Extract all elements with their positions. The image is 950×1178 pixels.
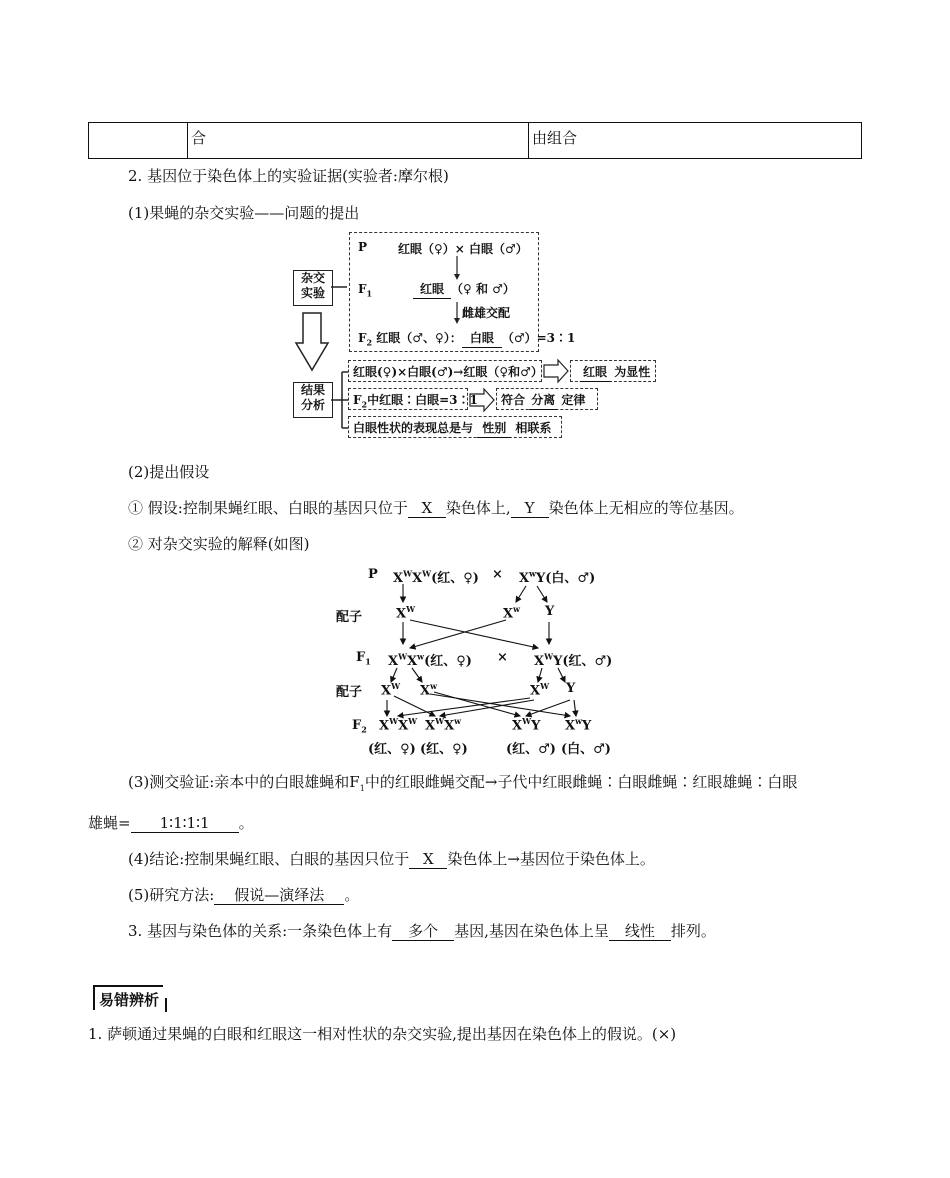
F2-genotype-3: $X^WY$: [512, 716, 541, 734]
parent-female: $X^WX^W$(红、♀): [393, 568, 479, 586]
F2-phenotype-3: (红、♂): [506, 742, 556, 757]
F1-female: $X^WX^w$(红、♀): [388, 651, 472, 669]
method-line: (5)研究方法: 假说—演绎法 。: [128, 886, 360, 904]
right-arrow-icon: [544, 360, 568, 382]
F2-phenotype-4: (白、♂): [561, 742, 611, 757]
table-cell: 合: [188, 123, 529, 159]
label-P: P: [368, 567, 378, 582]
parent-cross-text: 红眼（♀）× 白眼（♂）: [398, 242, 528, 256]
section3-line: 3. 基因与染色体的关系:一条染色体上有 多个 基因,基因在染色体上呈 线性 排列。: [128, 922, 716, 940]
gamete-XW: $X^W$: [381, 681, 401, 699]
box-cross-experiment: 杂交 实验: [293, 270, 333, 306]
cross-symbol: ×: [492, 567, 503, 582]
explanation-line: ② 对杂交实验的解释(如图): [128, 535, 310, 553]
table-cell: [89, 123, 188, 159]
label-F1: $F_1$: [358, 282, 373, 299]
down-arrow-icon: [296, 313, 328, 370]
testcross-line: (3)测交验证:亲本中的白眼雄蝇和$F_1$中的红眼雌蝇交配→子代中红眼雌蝇∶白眼雌蝇∶红眼雄蝇∶白眼: [128, 773, 798, 793]
gamete-Xw: $X^w$: [420, 681, 437, 699]
error-analysis-tag: 易错辨析: [93, 985, 163, 1010]
section2-heading: 2. 基因位于染色体上的实验证据(实验者:摩尔根): [128, 167, 449, 185]
gamete-XW: $X^W$: [530, 681, 550, 699]
F2-phenotype-2: (红、♀): [420, 742, 468, 757]
label-P: P: [358, 240, 368, 254]
hypothesis-line: ① 假设:控制果蝇红眼、白眼的基因只位于 X 染色体上, Y 染色体上无相应的等位基因。: [128, 499, 744, 517]
F2-genotype-4: $X^wY$: [565, 716, 592, 734]
conclusion-line: (4)结论:控制果蝇红眼、白眼的基因只位于 X 染色体上→基因位于染色体上。: [128, 850, 655, 868]
label-gamete: 配子: [336, 610, 363, 625]
error-item-1: 1. 萨顿通过果蝇的白眼和红眼这一相对性状的杂交实验,提出基因在染色体上的假说。(×): [88, 1025, 677, 1043]
result-row-1-conclusion: 红眼 为显性: [580, 363, 650, 382]
F2-genotype-1: $X^WX^W$: [379, 716, 418, 734]
paragraph-hypothesis: (2)提出假设: [128, 463, 210, 481]
mating-label: 雌雄交配: [462, 306, 511, 320]
F2-genotype-2: $X^WX^w$: [425, 716, 462, 734]
gamete-XW: $X^W$: [396, 604, 416, 622]
F1-result: 红眼 （♀ 和 ♂）: [413, 280, 515, 299]
F2-phenotype-1: (红、♀): [368, 742, 416, 757]
result-row-3: 白眼性状的表现总是与 性别 相联系: [353, 419, 551, 438]
result-row-2: $F_2$中红眼∶白眼=3∶1: [353, 393, 478, 410]
gamete-Y: Y: [566, 681, 576, 696]
gamete-Y: Y: [545, 604, 555, 619]
top-table: [88, 122, 862, 159]
result-row-2-conclusion: 符合 分离 定律: [501, 391, 585, 410]
label-F1: $F_1$: [356, 650, 371, 667]
label-F2: $F_2$: [352, 718, 367, 735]
gamete-Xw: $X^w$: [503, 604, 520, 622]
testcross-ratio: 雄蝇= 1∶1∶1∶1 。: [88, 814, 254, 832]
cross-symbol: ×: [497, 650, 508, 665]
parent-male: $X^wY$(白、♂): [519, 568, 596, 586]
box-result-analysis: 结果 分析: [293, 382, 333, 418]
result-row-1: 红眼(♀)×白眼(♂)→红眼（♀和♂）: [353, 365, 543, 379]
paragraph-cross-experiment: (1)果蝇的杂交实验——问题的提出: [128, 204, 360, 222]
F1-male: $X^WY$(红、♂): [534, 651, 613, 669]
F2-result: $F_2$ 红眼（♂、♀）： 白眼 （♂）=3∶1: [358, 331, 576, 348]
table-cell: 由组合: [529, 123, 862, 159]
table-row: [89, 123, 862, 159]
label-gamete: 配子: [336, 685, 363, 700]
